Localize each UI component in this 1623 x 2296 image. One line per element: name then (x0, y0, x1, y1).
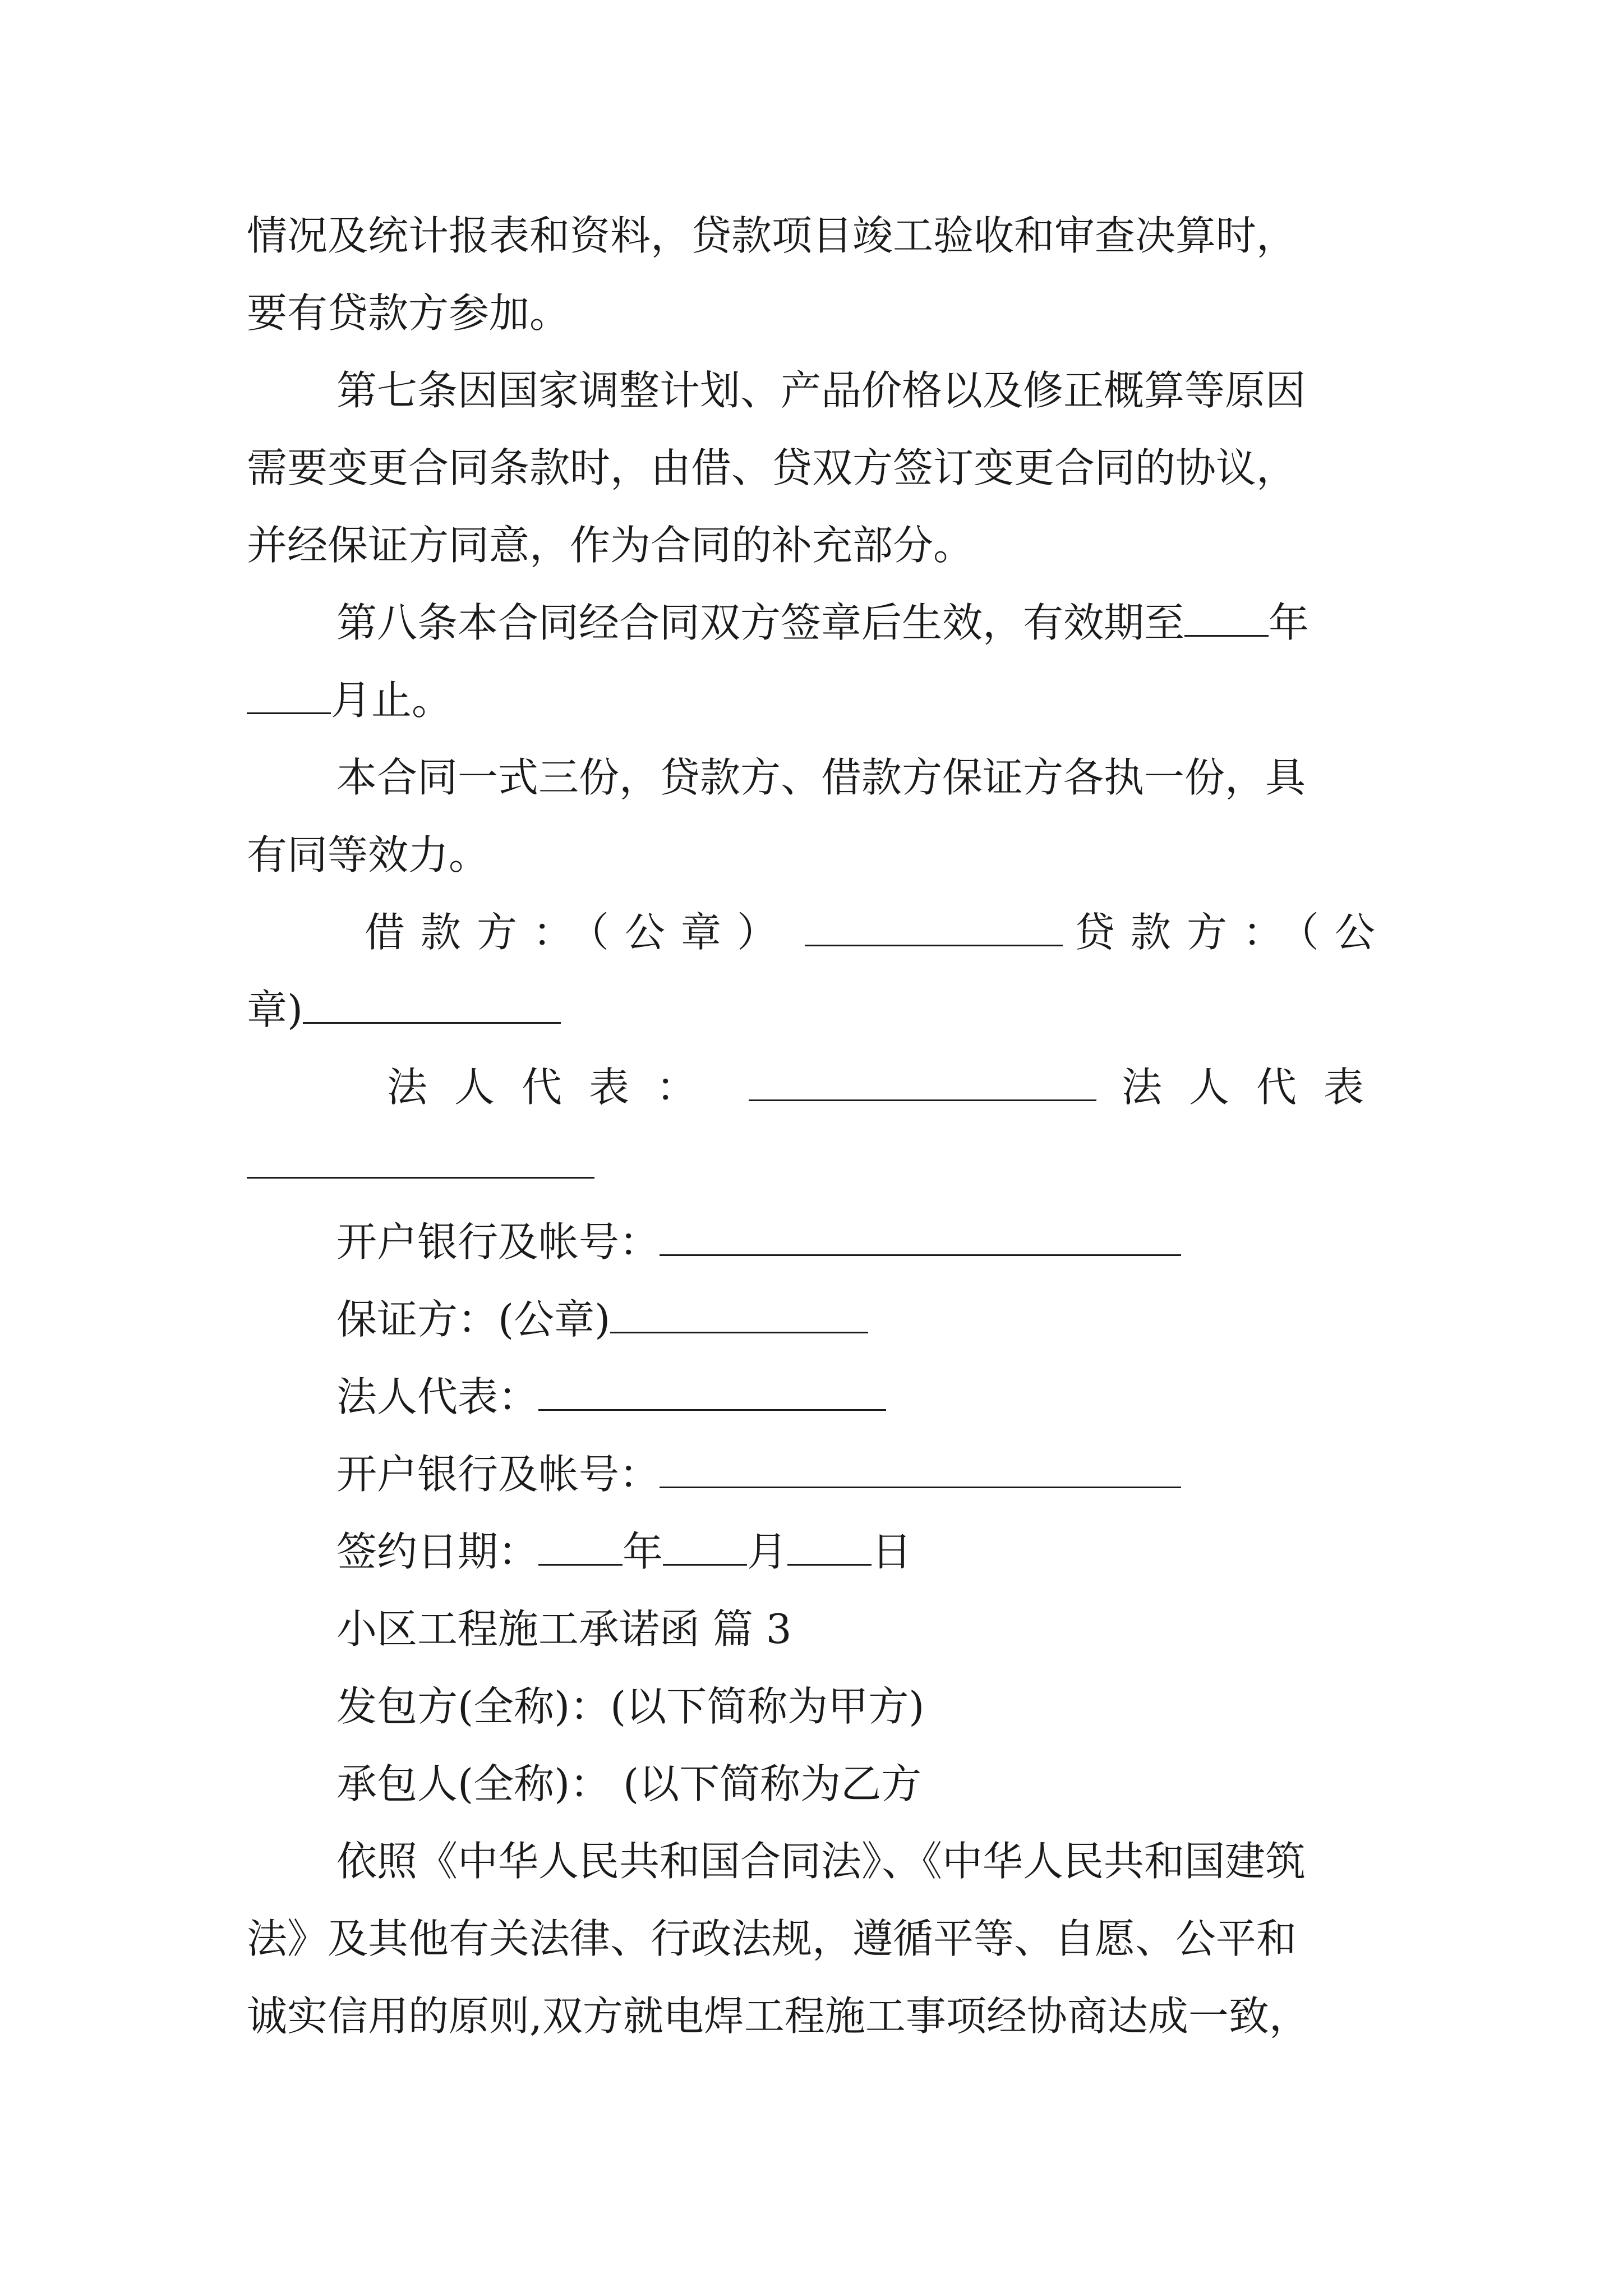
text: 有同等效力。 (247, 831, 490, 878)
lender-legal-rep-blank[interactable] (247, 1138, 594, 1179)
guarantor-bank-line (336, 1447, 1391, 1501)
text: 第七条因国家调整计划、产品价格以及修正概算等原因 (336, 367, 1306, 414)
text: 开户银行及帐号： (336, 1218, 660, 1266)
text: 诚实信用的原则,双方就电焊工程施工事项经协商达成一致， (247, 1993, 1310, 2040)
sign-day-blank[interactable] (787, 1525, 872, 1566)
sign-date-line (336, 1525, 1391, 1579)
lender-legal-rep-label: 法人代表 (1121, 1064, 1391, 1111)
text: 年 (623, 1528, 663, 1575)
guarantor-bank-blank[interactable] (660, 1447, 1181, 1488)
text: 年 (1269, 599, 1310, 646)
borrower-seal-blank[interactable] (805, 905, 1063, 946)
guarantor-seal-line (336, 1292, 1391, 1346)
borrower-lender-seal-line (365, 905, 1391, 959)
guarantor-legal-rep-line (336, 1370, 1391, 1424)
text: 月止。 (331, 677, 453, 724)
year-blank[interactable] (1184, 596, 1269, 637)
sign-year-blank[interactable] (538, 1525, 623, 1566)
article-7-start (336, 364, 1391, 417)
paragraph-start (336, 1834, 1391, 1888)
borrower-legal-rep-label: 法人代表： (387, 1064, 724, 1111)
text-line (247, 1912, 1391, 1966)
text-line (247, 673, 1391, 727)
borrower-legal-rep-blank[interactable] (749, 1060, 1096, 1101)
article-8-start (336, 596, 1391, 650)
lender-seal-blank[interactable] (303, 983, 561, 1024)
text: 并经保证方同意，作为合同的补充部分。 (247, 522, 974, 569)
text-line (247, 518, 1391, 572)
text: 保证方：(公章) (336, 1296, 611, 1343)
text: 情况及统计报表和资料，贷款项目竣工验收和审查决算时， (247, 212, 1297, 259)
guarantor-legal-rep-blank[interactable] (538, 1370, 886, 1411)
lender-seal-label: 贷款方：（公 (1074, 909, 1391, 956)
bank-account-blank[interactable] (660, 1215, 1181, 1256)
text: 月 (747, 1528, 788, 1575)
contractor-line (336, 1757, 1391, 1811)
employer-line (336, 1680, 1391, 1733)
text-line (247, 983, 1391, 1037)
text: 需要变更合同条款时，由借、贷双方签订变更合同的协议， (247, 444, 1297, 491)
text: 要有贷款方参加。 (247, 289, 570, 337)
text: 签约日期： (336, 1528, 539, 1575)
text: 本合同一式三份，贷款方、借款方保证方各执一份，具 (336, 754, 1306, 801)
borrower-seal-label: 借款方：（公章） (365, 909, 794, 956)
bank-account-line (336, 1215, 1391, 1269)
text: 法人代表： (336, 1373, 539, 1420)
text: 承包人(全称)： (以下简称为乙方 (336, 1760, 922, 1807)
text: 依照《中华人民共和国合同法》、《中华人民共和国建筑 (336, 1838, 1306, 1885)
guarantor-seal-blank[interactable] (610, 1292, 868, 1333)
text: 日 (872, 1528, 912, 1575)
text-line (247, 209, 1391, 263)
copies-clause (336, 751, 1391, 804)
text: 章) (247, 986, 303, 1033)
text-line (247, 828, 1391, 882)
legal-rep-line (387, 1060, 1391, 1114)
text-line (247, 441, 1391, 495)
section-heading (336, 1602, 1391, 1656)
text: 第八条本合同经合同双方签章后生效，有效期至 (336, 599, 1185, 646)
text: 发包方(全称)：(以下简称为甲方) (336, 1683, 925, 1730)
month-blank[interactable] (247, 673, 331, 714)
text: 法》及其他有关法律、行政法规，遵循平等、自愿、公平和 (247, 1915, 1297, 1962)
text: 小区工程施工承诺函 篇 3 (336, 1605, 792, 1653)
text: 开户银行及帐号： (336, 1451, 660, 1498)
text-line (247, 286, 1391, 340)
sign-month-blank[interactable] (663, 1525, 747, 1566)
text-line (247, 1989, 1391, 2043)
text-line (247, 1138, 1391, 1191)
